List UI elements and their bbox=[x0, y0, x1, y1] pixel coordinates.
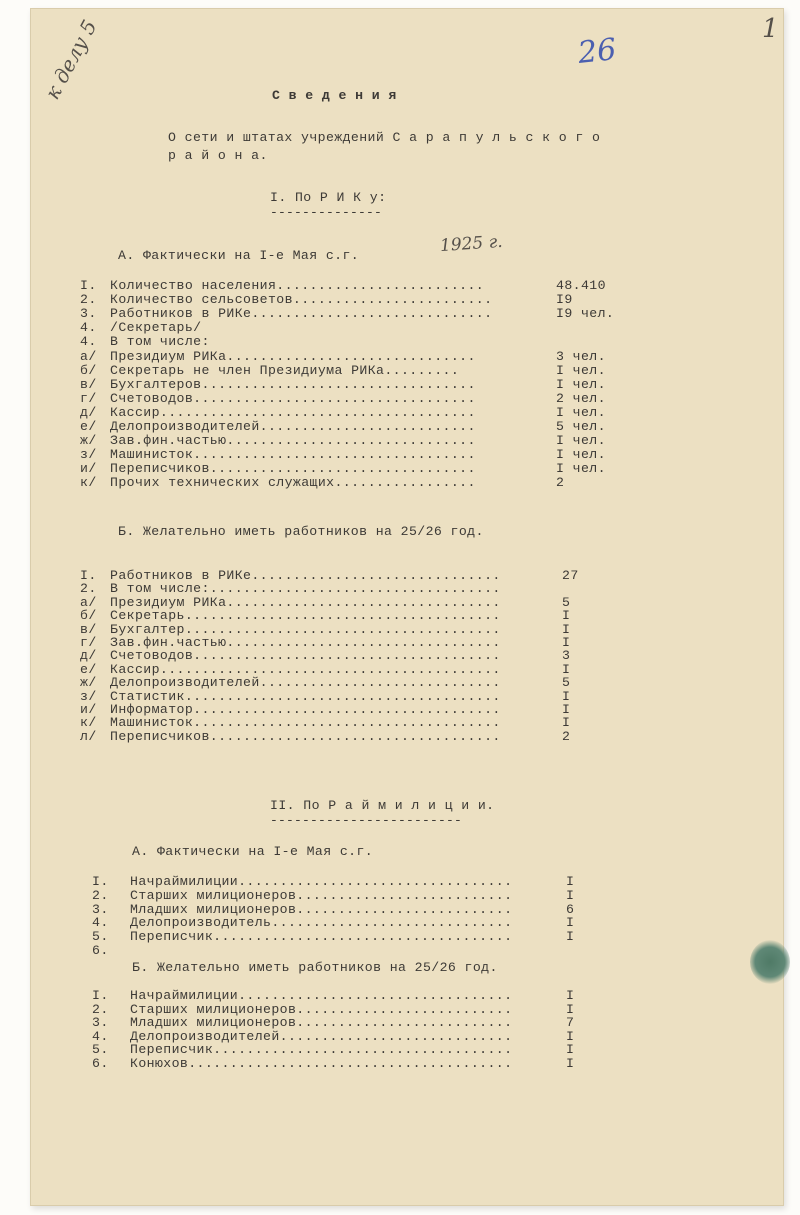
item-value: 2 bbox=[556, 475, 565, 491]
item-label: Машинисток.................................. bbox=[110, 447, 476, 463]
item-number: I. bbox=[92, 874, 109, 889]
item-value: 3 bbox=[562, 648, 571, 664]
item-value: I bbox=[562, 608, 571, 624]
item-value: I bbox=[562, 635, 571, 650]
section1-heading: I. По Р И К у: bbox=[270, 190, 387, 205]
subtitle-line2: р а й о н а. bbox=[168, 148, 268, 163]
item-value: I чел. bbox=[556, 433, 606, 449]
section1-part-b-heading: Б. Желательно иметь работников на 25/26 год. bbox=[118, 524, 484, 539]
item-value: 6 bbox=[566, 901, 575, 917]
item-value: I bbox=[566, 1056, 575, 1071]
list-item bbox=[0, 943, 800, 958]
item-label: Президиум РИКа................................. bbox=[110, 594, 501, 610]
item-number: б/ bbox=[80, 608, 97, 624]
list-item bbox=[0, 447, 800, 462]
item-value: I bbox=[566, 1028, 575, 1044]
item-value: I bbox=[562, 702, 571, 717]
item-label: Информатор..................................... bbox=[110, 702, 501, 717]
item-value: 5 bbox=[562, 675, 571, 691]
item-label: Машинисток..................................... bbox=[110, 715, 501, 731]
year-note: 1925 г. bbox=[439, 231, 504, 257]
item-value: 5 bbox=[562, 594, 571, 610]
item-label: Младших милиционеров.......................... bbox=[130, 901, 513, 917]
item-label: Секретарь не член Президиума РИКа......... bbox=[110, 362, 460, 378]
item-label: Делопроизводителей.......................... bbox=[110, 419, 476, 434]
corner-page-number: 1 bbox=[762, 14, 779, 44]
item-value: I bbox=[562, 621, 571, 637]
item-number: 2. bbox=[80, 292, 97, 308]
item-value: I чел. bbox=[556, 362, 606, 378]
list-item bbox=[0, 419, 800, 434]
list-item bbox=[0, 377, 800, 392]
item-label: В том числе: bbox=[110, 334, 210, 350]
list-item bbox=[0, 391, 800, 406]
item-value: 27 bbox=[562, 568, 579, 583]
item-number: и/ bbox=[80, 702, 97, 717]
list-item bbox=[0, 1056, 800, 1071]
list-item bbox=[0, 278, 800, 293]
item-label: Секретарь...................................... bbox=[110, 608, 501, 624]
item-label: Количество населения......................... bbox=[110, 278, 485, 293]
item-number: 4. bbox=[80, 334, 97, 350]
item-number: 3. bbox=[92, 1015, 109, 1031]
list-item bbox=[0, 729, 800, 744]
item-number: и/ bbox=[80, 461, 97, 477]
item-number: з/ bbox=[80, 447, 97, 463]
document-title: С в е д е н и я bbox=[272, 88, 397, 103]
item-label: Зав.фин.частью.............................. bbox=[110, 433, 476, 449]
item-label: Количество сельсоветов........................ bbox=[110, 292, 493, 308]
item-label: Старших милиционеров.......................... bbox=[130, 1001, 513, 1017]
item-label: Счетоводов..................................... bbox=[110, 648, 501, 664]
item-number: 3. bbox=[92, 901, 109, 917]
list-item bbox=[0, 874, 800, 889]
item-label: Переписчиков................................... bbox=[110, 728, 501, 744]
item-number: б/ bbox=[80, 362, 97, 378]
item-label: Прочих технических служащих................. bbox=[110, 475, 476, 491]
item-value: 48.410 bbox=[556, 278, 606, 293]
item-label: Переписчик.................................... bbox=[130, 929, 513, 945]
archive-number: 26 bbox=[576, 32, 618, 71]
list-item bbox=[0, 915, 800, 930]
item-value: I bbox=[562, 715, 571, 731]
item-label: Конюхов....................................... bbox=[130, 1056, 513, 1071]
item-label: Бухгалтеров................................. bbox=[110, 376, 476, 392]
item-number: 3. bbox=[80, 306, 97, 322]
item-number: з/ bbox=[80, 688, 97, 704]
item-value: I bbox=[562, 688, 571, 704]
list-item bbox=[0, 334, 800, 349]
item-number: 2. bbox=[92, 887, 109, 903]
item-value: I bbox=[566, 915, 575, 931]
section2-underline: ------------------------ bbox=[270, 813, 463, 828]
item-value: I9 чел. bbox=[556, 306, 615, 322]
item-number: в/ bbox=[80, 621, 97, 637]
item-number: 2. bbox=[80, 581, 97, 597]
section2-part-b-heading: Б. Желательно иметь работников на 25/26 год. bbox=[132, 960, 498, 975]
item-number: к/ bbox=[80, 715, 97, 731]
list-item bbox=[0, 902, 800, 917]
list-item bbox=[0, 433, 800, 448]
item-label: Зав.фин.частью................................. bbox=[110, 635, 501, 650]
side-note: к делу 5 bbox=[40, 15, 102, 104]
item-number: г/ bbox=[80, 390, 97, 406]
item-label: Работников в РИКе............................. bbox=[110, 306, 493, 322]
list-item bbox=[0, 405, 800, 420]
list-item bbox=[0, 320, 800, 335]
item-number: л/ bbox=[80, 728, 97, 744]
item-label: В том числе:................................... bbox=[110, 581, 501, 597]
list-item bbox=[0, 306, 800, 321]
item-value: 7 bbox=[566, 1015, 575, 1031]
item-number: 6. bbox=[92, 1056, 109, 1071]
item-label: Делопроизводителей............................. bbox=[110, 675, 501, 691]
list-item bbox=[0, 929, 800, 944]
item-value: I bbox=[562, 661, 571, 677]
list-item bbox=[0, 461, 800, 476]
item-value: I bbox=[566, 874, 575, 889]
item-number: I. bbox=[80, 568, 97, 583]
list-item bbox=[0, 292, 800, 307]
item-number: д/ bbox=[80, 404, 97, 420]
item-value: I чел. bbox=[556, 461, 606, 477]
item-label: Переписчиков................................ bbox=[110, 461, 476, 477]
subtitle-line1: О сети и штатах учреждений С а р а п у л ь с к о г о bbox=[168, 130, 601, 145]
item-number: е/ bbox=[80, 661, 97, 677]
item-number: 4. bbox=[80, 320, 97, 336]
section2-heading: II. По Р а й м и л и ц и и. bbox=[270, 798, 495, 813]
item-value: 2 bbox=[562, 728, 571, 744]
item-value: 5 чел. bbox=[556, 419, 606, 434]
item-value: 2 чел. bbox=[556, 390, 606, 406]
item-label: Работников в РИКе.............................. bbox=[110, 568, 501, 583]
item-value: I bbox=[566, 929, 575, 945]
item-value: I9 bbox=[556, 292, 573, 308]
item-number: 6. bbox=[92, 943, 109, 958]
section1-underline: -------------- bbox=[270, 205, 383, 220]
item-label: Делопроизводителей............................ bbox=[130, 1028, 513, 1044]
item-number: 2. bbox=[92, 1001, 109, 1017]
item-number: е/ bbox=[80, 419, 97, 434]
item-number: ж/ bbox=[80, 433, 97, 449]
item-label: Президиум РИКа.............................. bbox=[110, 348, 476, 364]
item-number: 5. bbox=[92, 1042, 109, 1058]
item-label: Начраймилиции................................. bbox=[130, 874, 513, 889]
item-number: г/ bbox=[80, 635, 97, 650]
item-label: Старших милиционеров.......................... bbox=[130, 887, 513, 903]
item-number: I. bbox=[92, 988, 109, 1003]
item-number: д/ bbox=[80, 648, 97, 664]
item-number: I. bbox=[80, 278, 97, 293]
item-label: Счетоводов.................................. bbox=[110, 390, 476, 406]
list-item bbox=[0, 349, 800, 364]
item-value: I bbox=[566, 1001, 575, 1017]
section2-part-a-heading: А. Фактически на I-е Мая с.г. bbox=[132, 844, 374, 859]
section1-part-a-heading: А. Фактически на I-е Мая с.г. bbox=[118, 248, 360, 263]
item-label: /Секретарь/ bbox=[110, 320, 202, 336]
item-number: 4. bbox=[92, 1028, 109, 1044]
list-item bbox=[0, 363, 800, 378]
item-label: Кассир......................................... bbox=[110, 661, 501, 677]
item-value: I bbox=[566, 988, 575, 1003]
list-item bbox=[0, 888, 800, 903]
item-number: а/ bbox=[80, 594, 97, 610]
item-label: Начраймилиции................................. bbox=[130, 988, 513, 1003]
item-number: 5. bbox=[92, 929, 109, 945]
item-value: I чел. bbox=[556, 404, 606, 420]
item-label: Делопроизводитель............................. bbox=[130, 915, 513, 931]
item-value: I bbox=[566, 1042, 575, 1058]
item-number: а/ bbox=[80, 348, 97, 364]
item-number: к/ bbox=[80, 475, 97, 491]
item-value: I bbox=[566, 887, 575, 903]
item-label: Бухгалтер...................................... bbox=[110, 621, 501, 637]
item-label: Переписчик.................................... bbox=[130, 1042, 513, 1058]
item-label: Младших милиционеров.......................... bbox=[130, 1015, 513, 1031]
item-value: I чел. bbox=[556, 447, 606, 463]
item-value: I чел. bbox=[556, 376, 606, 392]
item-number: в/ bbox=[80, 376, 97, 392]
item-label: Статистик...................................... bbox=[110, 688, 501, 704]
item-number: ж/ bbox=[80, 675, 97, 691]
item-number: 4. bbox=[92, 915, 109, 931]
item-value: 3 чел. bbox=[556, 348, 606, 364]
list-item bbox=[0, 475, 800, 490]
item-label: Кассир...................................... bbox=[110, 404, 476, 420]
